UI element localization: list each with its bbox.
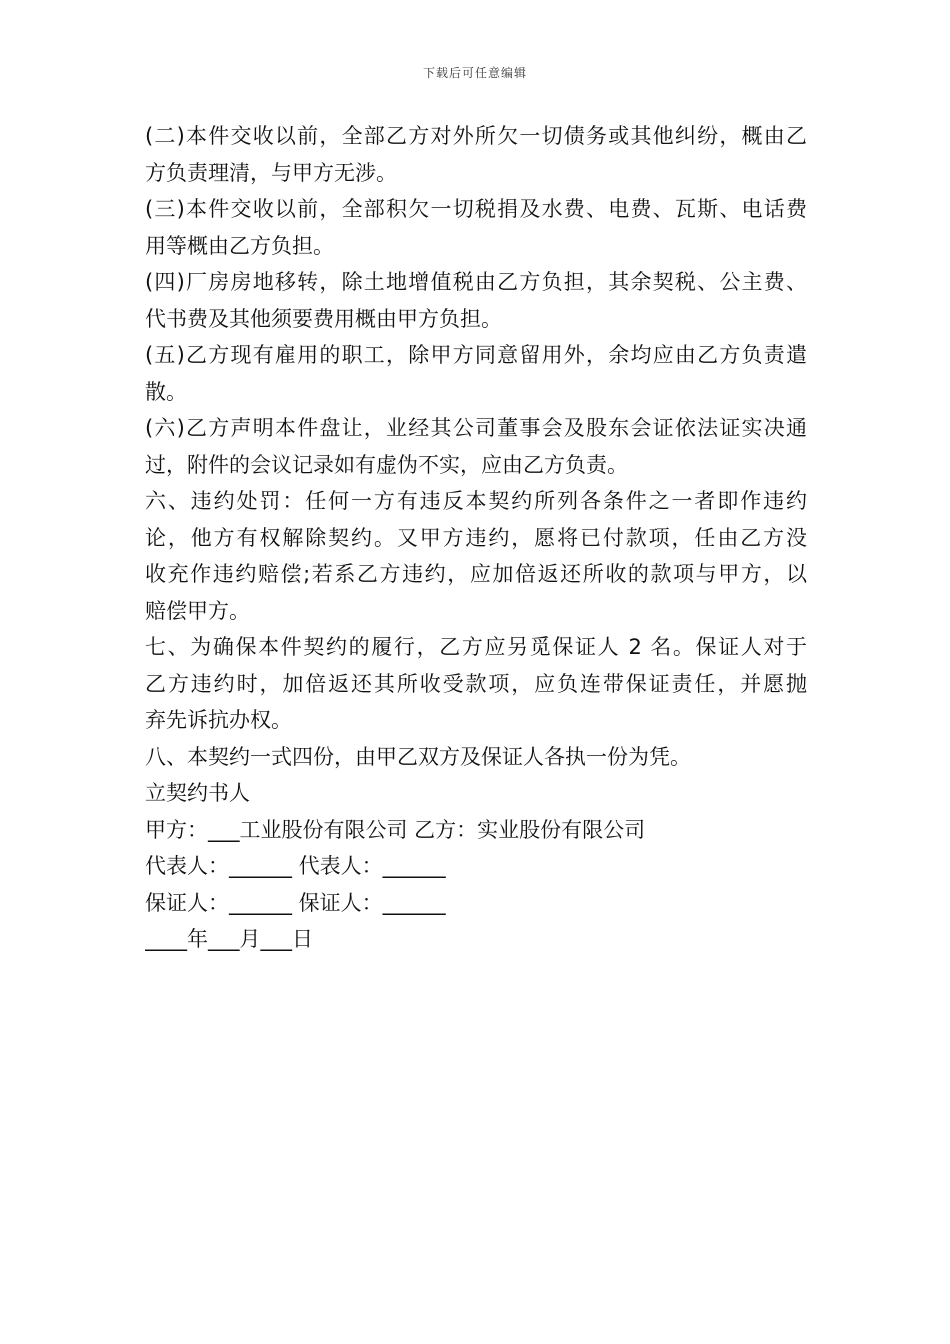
- text-line: (三)本件交收以前，全部积欠一切税捐及水费、电费、瓦斯、电话费: [145, 197, 807, 221]
- text-line: (二)本件交收以前，全部乙方对外所欠一切债务或其他纠纷，概由乙: [145, 124, 807, 148]
- text-line: 乙方违约时，加倍返还其所收受款项，应负连带保证责任，并愿抛: [145, 671, 807, 696]
- representatives-line: 代表人：______ 代表人：______: [145, 854, 446, 878]
- text-line: 弃先诉抗办权。: [145, 708, 292, 732]
- text-line: (六)乙方声明本件盘让，业经其公司董事会及股东会证依法证实决通: [145, 416, 807, 440]
- text-line: 论，他方有权解除契约。又甲方违约，愿将已付款项，任由乙方没: [145, 525, 807, 550]
- text-line: 用等概由乙方负担。: [145, 233, 334, 258]
- text-line: 七、为确保本件契约的履行，乙方应另觅保证人 2 名。保证人对于: [145, 635, 807, 659]
- text-line: 赔偿甲方。: [145, 598, 250, 623]
- document-body: [145, 118, 807, 958]
- text-line: 过，附件的会议记录如有虚伪不实，应由乙方负责。: [145, 452, 628, 477]
- text-line: 六、违约处罚：任何一方有违反本契约所列各条件之一者即作违约: [145, 489, 807, 513]
- text-line: 散。: [145, 379, 187, 404]
- guarantors-line: 保证人：______ 保证人：______: [145, 890, 446, 915]
- text-line: (五)乙方现有雇用的职工，除甲方同意留用外，余均应由乙方负责遣: [145, 343, 807, 367]
- date-line: ____年___月___日: [145, 927, 313, 951]
- text-line: 方负责理清，与甲方无涉。: [145, 160, 397, 185]
- text-line: 八、本契约一式四份，由甲乙双方及保证人各执一份为凭。: [145, 744, 691, 769]
- parties-line: 甲方：___工业股份有限公司 乙方：实业股份有限公司: [145, 817, 646, 842]
- text-line: 收充作违约赔偿;若系乙方违约，应加倍返还所收的款项与甲方，以: [145, 562, 807, 586]
- page-header: 下载后可任意编辑: [422, 66, 527, 80]
- text-line: 代书费及其他须要费用概由甲方负担。: [145, 306, 502, 331]
- signatory-heading: 立契约书人: [145, 781, 250, 805]
- text-line: (四)厂房房地移转，除土地增值税由乙方负担，其余契税、公主费、: [145, 270, 807, 294]
